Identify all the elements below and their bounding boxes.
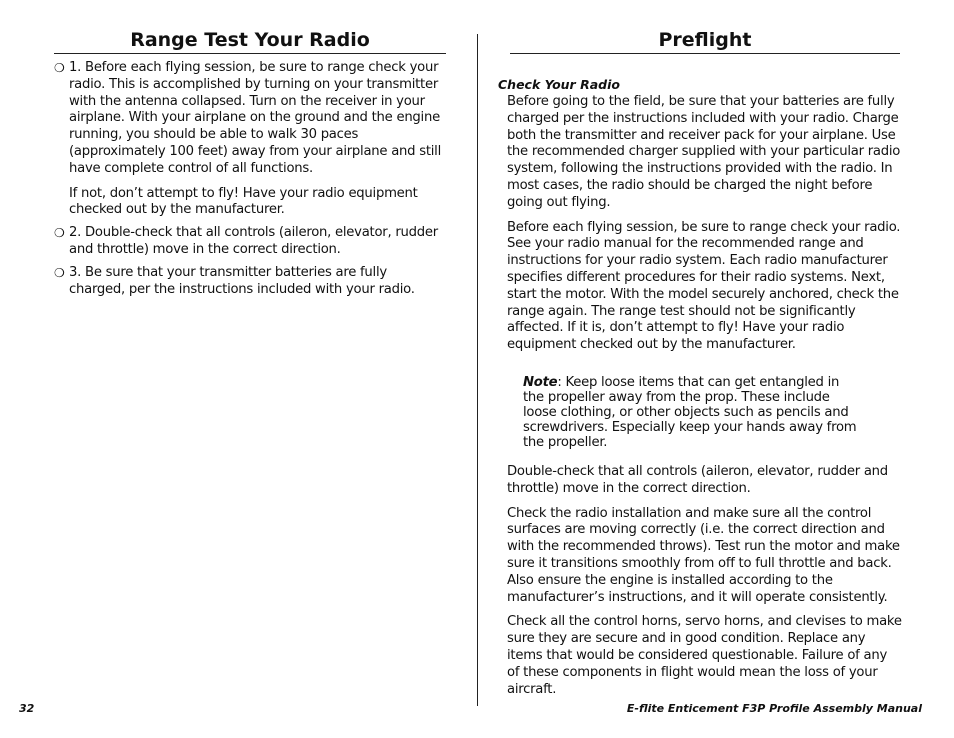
paragraph: Check all the control horns, servo horns, and clevises to make sure they are secure and in good condition. Replace any items that would be considered questionable. Failure of any of these components in flight would mean the loss of your aircraft. bbox=[507, 614, 902, 697]
column-divider bbox=[477, 34, 478, 706]
note-text: : Keep loose items that can get entangled in the propeller away from the prop. These include loose clothing, or other objects such as pencils and screwdrivers. Especially keep your hands away from the propeller. bbox=[523, 374, 857, 450]
checklist-item-note: If not, don’t attempt to fly! Have your radio equipment checked out by the manufacturer. bbox=[69, 185, 418, 218]
section-title-preflight: Preflight bbox=[510, 28, 900, 54]
note-label: Note bbox=[523, 374, 558, 390]
checklist-item-text: 1. Before each flying session, be sure to range check your radio. This is accomplished by turning on your transmitter with the antenna collapsed. Turn on the receiver in your airplane. With your airplane on the ground and the engine running, you should be able to walk 30 paces (approximately 100 feet) away from your airplane and still have complete control of all functions. bbox=[69, 60, 441, 176]
checklist-item bbox=[54, 265, 446, 299]
paragraph: Check the radio installation and make sure all the control surfaces are moving correctly (i.e. the correct direction and with the recommended throws). Test run the motor and make sure it transitions smoothly from off to full throttle and back. Also ensure the engine is installed according to the manufacturer’s instructions, and it will operate consistently. bbox=[507, 505, 900, 605]
checklist-item bbox=[54, 225, 446, 259]
page-number: 32 bbox=[19, 702, 35, 715]
paragraph: Double-check that all controls (aileron, elevator, rudder and throttle) move in the correct direction. bbox=[507, 463, 888, 496]
checklist-item bbox=[54, 60, 446, 219]
checklist-item-text: 2. Double-check that all controls (aileron, elevator, rudder and throttle) move in the correct direction. bbox=[69, 225, 438, 257]
checklist-item-text: 3. Be sure that your transmitter batteries are fully charged, per the instructions included with your radio. bbox=[69, 264, 415, 297]
subsection-title: Check Your Radio bbox=[498, 77, 620, 92]
left-column bbox=[54, 28, 446, 298]
checkbox-circle-icon: ❍ bbox=[54, 226, 65, 241]
right-column bbox=[498, 28, 902, 706]
note-callout bbox=[523, 375, 863, 450]
section-title-range-test: Range Test Your Radio bbox=[54, 28, 446, 54]
checkbox-circle-icon: ❍ bbox=[54, 265, 65, 280]
paragraph: Before going to the field, be sure that your batteries are fully charged per the instructions included with your radio. Charge both the transmitter and receiver pack for your airplane. Use the recommended charger supplied with your particular radio system, following the instructions provided with the radio. In most cases, the radio should be charged the night before going out flying. bbox=[507, 94, 901, 210]
checkbox-circle-icon: ❍ bbox=[54, 61, 65, 75]
paragraph: Before each flying session, be sure to range check your radio. See your radio manual for the recommended range and instructions for your radio system. Each radio manufacturer specifies different procedures for their radio systems. Next, start the motor. With the model securely anchored, check the range again. The range test should not be significantly affected. If it is, don’t attempt to fly! Have your radio equipment checked out by the manufacturer. bbox=[507, 219, 901, 353]
manual-title: E-flite Enticement F3P Profile Assembly Manual bbox=[626, 702, 922, 715]
